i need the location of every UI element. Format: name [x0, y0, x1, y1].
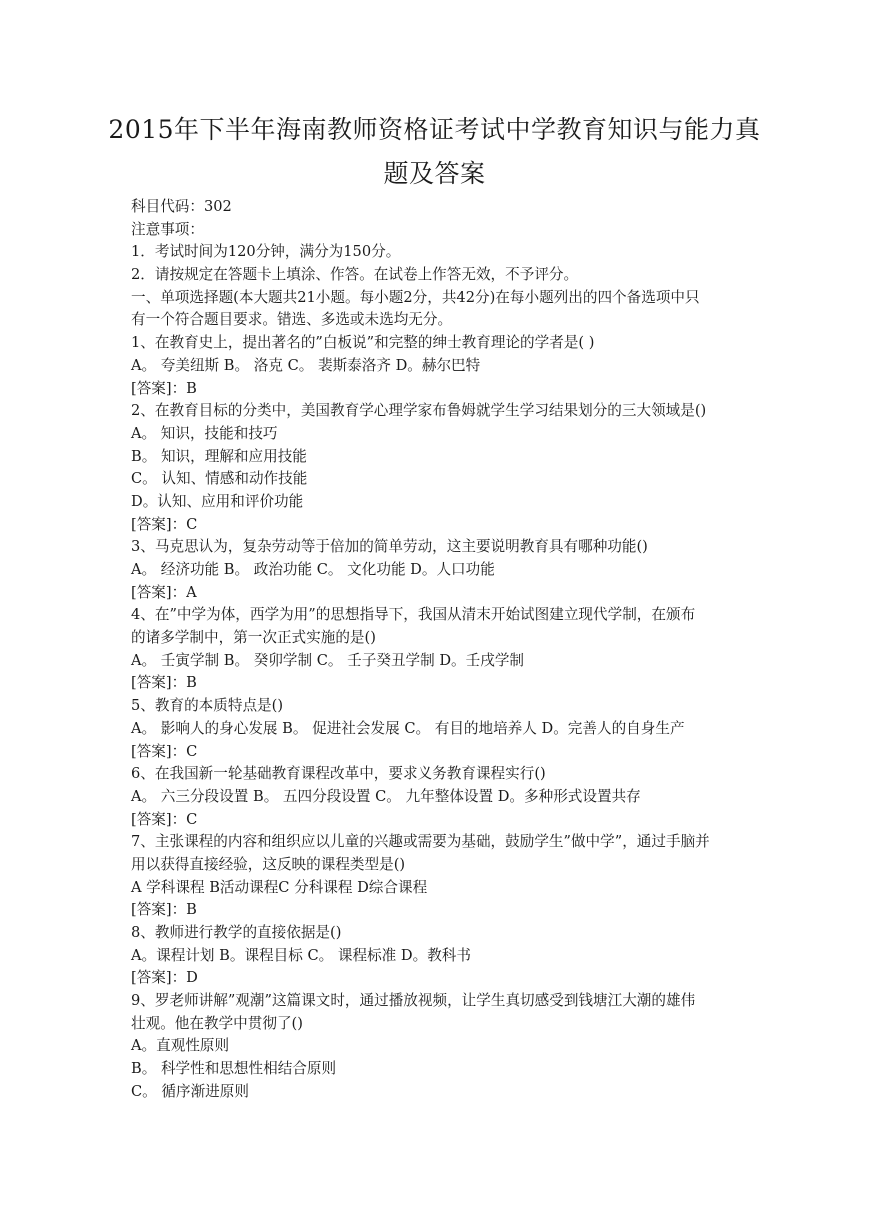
text-line: A。 经济功能 B。 政治功能 C。 文化功能 D。人口功能	[131, 561, 495, 578]
text-line: A。 壬寅学制 B。 癸卯学制 C。 壬子癸丑学制 D。壬戌学制	[131, 651, 525, 669]
text-line: 2、在教育目标的分类中，美国教育学心理学家布鲁姆就学生学习结果划分的三大领域是()	[131, 402, 707, 420]
text-line: 1、在教育史上，提出著名的”白板说”和完整的绅士教育理论的学者是( )	[131, 334, 595, 352]
text-line: [答案]：C	[131, 515, 198, 533]
text-line: 科目代码：302	[131, 198, 232, 215]
text-line: [答案]：C	[131, 742, 198, 760]
document-title-line-1: 2015年下半年海南教师资格证考试中学教育知识与能力真	[108, 115, 761, 144]
text-line: 壮观。他在教学中贯彻了()	[131, 1014, 303, 1032]
text-line: 8、教师进行教学的直接依据是()	[131, 924, 342, 941]
text-line: A。直观性原则	[131, 1037, 230, 1055]
text-line: [答案]：B	[131, 674, 197, 692]
text-line: 注意事项：	[131, 220, 204, 238]
text-line: A。 夸美纽斯 B。 洛克 C。 裴斯泰洛齐 D。赫尔巴特	[131, 356, 481, 374]
text-line: [答案]：B	[131, 379, 197, 397]
text-line: A。课程计划 B。课程目标 C。 课程标准 D。教科书	[131, 946, 471, 964]
text-line: 的诸多学制中，第一次正式实施的是()	[131, 629, 376, 647]
text-line: [答案]：A	[131, 583, 197, 601]
text-line: 7、主张课程的内容和组织应以儿童的兴趣或需要为基础，鼓励学生”做中学”，通过手脑并	[131, 833, 710, 851]
text-line: 6、在我国新一轮基础教育课程改革中，要求义务教育课程实行()	[131, 765, 546, 783]
text-line: 1．考试时间为120分钟，满分为150分。	[131, 243, 401, 261]
text-line: [答案]：B	[131, 901, 197, 919]
text-line: 用以获得直接经验，这反映的课程类型是()	[131, 855, 406, 873]
text-line: 9、罗老师讲解”观潮”这篇课文时，通过播放视频，让学生真切感受到钱塘江大潮的雄伟	[131, 992, 696, 1010]
text-line: C。 循序渐进原则	[131, 1082, 249, 1100]
text-line: 2．请按规定在答题卡上填涂、作答。在试卷上作答无效，不予评分。	[131, 266, 579, 284]
text-line: C。 认知、情感和动作技能	[131, 470, 308, 488]
text-line: 一、单项选择题(本大题共21小题。每小题2分，共42分)在每小题列出的四个备选项中只	[131, 288, 700, 306]
text-line: 4、在”中学为体，西学为用”的思想指导下，我国从清末开始试图建立现代学制，在颁布	[131, 606, 696, 624]
document-title-line-2: 题及答案	[383, 159, 486, 188]
text-line: 有一个符合题目要求。错选、多选或未选均无分。	[131, 311, 453, 329]
text-line: A。 六三分段设置 B。 五四分段设置 C。 九年整体设置 D。多种形式设置共存	[131, 787, 641, 805]
text-line: B。 科学性和思想性相结合原则	[131, 1060, 337, 1078]
text-line: B。 知识，理解和应用技能	[131, 447, 307, 465]
text-line: A。 知识，技能和技巧	[131, 424, 278, 442]
text-line: D。认知、应用和评价功能	[131, 492, 304, 510]
text-line: 5、教育的本质特点是()	[131, 697, 284, 715]
document-body	[131, 196, 741, 1104]
text-line: [答案]：C	[131, 810, 198, 828]
text-line: 3、马克思认为，复杂劳动等于倍加的简单劳动，这主要说明教育具有哪种功能()	[131, 538, 648, 556]
text-line: [答案]：D	[131, 969, 198, 987]
text-line: A。 影响人的身心发展 B。 促进社会发展 C。 有目的地培养人 D。完善人的自身生产	[131, 719, 685, 737]
text-line: A 学科课程 B活动课程C 分科课程 D综合课程	[131, 878, 428, 896]
